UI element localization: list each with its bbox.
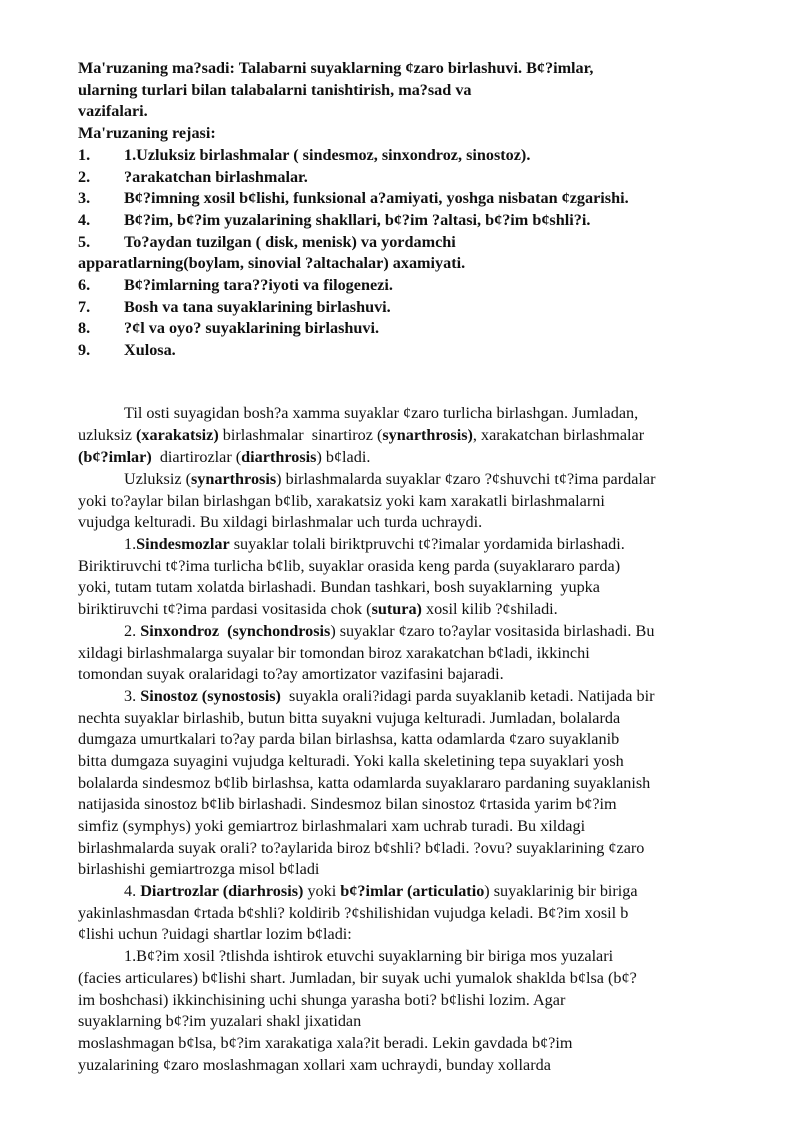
text-run: 4. xyxy=(124,882,141,900)
plan-num-2: 2. xyxy=(78,168,91,186)
text-run: ) b¢ladi. xyxy=(316,448,371,466)
plan-num-5: 5. xyxy=(78,233,91,251)
text-run: uzluksiz xyxy=(78,426,136,444)
plan-num-3: 3. xyxy=(78,189,91,207)
body-line xyxy=(78,990,565,1012)
body-line xyxy=(78,838,644,860)
bold-term: synarthrosis) xyxy=(382,426,473,444)
bold-term: Sindesmozlar xyxy=(136,535,230,553)
bold-term: Sinostoz (synostosis) xyxy=(140,687,281,705)
text-run: diartirozlar ( xyxy=(151,448,242,466)
goal-line-3: vazifalari. xyxy=(78,102,148,120)
text-run: yakinlashmasdan ¢rtada b¢shli? koldirib ?¢shilishidan vujudga keladi. B¢?im xosil b xyxy=(78,904,629,922)
text-run: bolalarda sindesmoz b¢lib birlashsa, katta odamlarda suyaklararo pardaning suyaklanish xyxy=(78,774,651,792)
body-line xyxy=(78,664,504,686)
text-run: ) suyaklarinig bir biriga xyxy=(484,882,638,900)
text-run: dumgaza umurtkalari to?ay parda bilan birlashsa, katta odamlarda ¢zaro suyaklanib xyxy=(78,730,620,748)
text-run: (facies articulares) b¢lishi shart. Jumladan, bir suyak uchi yumalok shaklda b¢lsa (b¢? xyxy=(78,969,637,987)
bold-term: synarthrosis xyxy=(190,470,277,488)
body-line xyxy=(124,946,613,968)
plan-num-1: 1. xyxy=(78,146,91,164)
plan-item-5-continuation: apparatlarning(boylam, sinovial ?altachalar) axamiyati. xyxy=(78,254,466,272)
text-run: 1.B¢?im xosil ?tlishda ishtirok etuvchi suyaklarning bir biriga mos yuzalari xyxy=(124,947,614,965)
body-line xyxy=(78,577,600,599)
bold-term: Diartrozlar (diarhrosis) xyxy=(140,882,304,900)
body-line xyxy=(78,968,637,990)
text-run: yoki, tutam tutam xolatda birlashadi. Bundan tashkari, bosh suyaklarning yupka xyxy=(78,578,600,596)
text-run: yoki to?aylar bilan birlashgan b¢lib, xarakatsiz yoki kam xarakatli birlashmalarni xyxy=(78,492,605,510)
text-run: biriktiruvchi t¢?ima pardasi vositasida chok ( xyxy=(78,600,372,618)
bold-term: (xarakatsiz) xyxy=(136,426,219,444)
plan-item-2: ?arakatchan birlashmalar. xyxy=(124,168,308,186)
text-run: , xarakatchan birlashmalar xyxy=(472,426,645,444)
body-line xyxy=(78,1055,551,1077)
text-run: suyaklarning b¢?im yuzalari shakl jixatidan xyxy=(78,1012,362,1030)
body-line xyxy=(78,816,585,838)
goal-line-2: ularning turlari bilan talabalarni tanishtirish, ma?sad va xyxy=(78,81,472,99)
text-run: bitta dumgaza suyagini vujudga kelturadi. Yoki kalla skeletining tepa suyaklari yosh xyxy=(78,752,624,770)
body-line xyxy=(78,491,605,513)
plan-num-6: 6. xyxy=(78,276,91,294)
body-line xyxy=(78,599,558,621)
plan-item-6: B¢?imlarning tara??iyoti va filogenezi. xyxy=(124,276,393,294)
text-run: suyakla orali?idagi parda suyaklanib ketadi. Natijada bir xyxy=(280,687,655,705)
goal-line-1: Ma'ruzaning ma?sadi: Talabarni suyaklarning ¢zaro birlashuvi. B¢?imlar, xyxy=(78,59,594,77)
body-line xyxy=(124,881,638,903)
text-run: vujudga kelturadi. Bu xildagi birlashmalar uch turda uchraydi. xyxy=(78,513,483,531)
text-run: ) birlashmalarda suyaklar ¢zaro ?¢shuvchi t¢?ima pardalar xyxy=(276,470,656,488)
text-run: Til osti suyagidan bosh?a xamma suyaklar ¢zaro turlicha birlashgan. Jumladan, xyxy=(124,404,639,422)
body-line xyxy=(78,859,319,881)
body-line xyxy=(78,729,619,751)
body-line xyxy=(124,686,654,708)
bold-term: sutura) xyxy=(371,600,422,618)
plan-item-7: Bosh va tana suyaklarining birlashuvi. xyxy=(124,298,391,316)
plan-title: Ma'ruzaning rejasi: xyxy=(78,124,216,142)
text-run: birlashmalar sinartiroz ( xyxy=(218,426,383,444)
text-run: 1. xyxy=(124,535,137,553)
body-line xyxy=(124,534,625,556)
body-line xyxy=(78,794,617,816)
text-run: birlashishi gemiartrozga misol b¢ladi xyxy=(78,860,320,878)
text-run: birlashmalarda suyak orali? to?aylarida biroz b¢shli? b¢ladi. ?ovu? suyaklarining ¢zaro xyxy=(78,839,645,857)
body-line xyxy=(78,751,624,773)
body-line xyxy=(78,512,482,534)
plan-item-3: B¢?imning xosil b¢lishi, funksional a?amiyati, yoshga nisbatan ¢zgarishi. xyxy=(124,189,629,207)
body-line xyxy=(124,621,654,643)
text-run: natijasida sinostoz b¢lib birlashadi. Sindesmoz bilan sinostoz ¢rtasida yarim b¢?im xyxy=(78,795,617,813)
text-run: simfiz (symphys) yoki gemiartroz birlashmalari xam uchrab turadi. Bu xildagi xyxy=(78,817,586,835)
bold-term: diarthrosis xyxy=(241,448,317,466)
text-run: xosil kilib ?¢shiladi. xyxy=(421,600,558,618)
body-line xyxy=(78,1011,361,1033)
body-line xyxy=(78,447,370,469)
bold-term: b¢?imlar (articulatio xyxy=(340,882,485,900)
text-run: 3. xyxy=(124,687,141,705)
plan-num-9: 9. xyxy=(78,341,91,359)
plan-num-4: 4. xyxy=(78,211,91,229)
body-line xyxy=(78,924,352,946)
text-run: yuzalarining ¢zaro moslashmagan xollari xam uchraydi, bunday xollarda xyxy=(78,1056,551,1074)
body-line xyxy=(78,556,620,578)
plan-item-9: Xulosa. xyxy=(124,341,176,359)
body-line xyxy=(124,469,656,491)
text-run: nechta suyaklar birlashib, butun bitta suyakni vujuga kelturadi. Jumladan, bolalarda xyxy=(78,709,621,727)
plan-item-8: ?¢l va oyo? suyaklarining birlashuvi. xyxy=(124,319,380,337)
bold-term: (b¢?imlar) xyxy=(78,448,152,466)
text-run: 2. xyxy=(124,622,141,640)
text-run: ¢lishi uchun ?uidagi shartlar lozim b¢ladi: xyxy=(78,925,352,943)
body-line xyxy=(78,1033,572,1055)
body-line xyxy=(124,403,638,425)
body-line xyxy=(78,773,650,795)
plan-num-8: 8. xyxy=(78,319,91,337)
body-line xyxy=(78,708,620,730)
body-line xyxy=(78,903,628,925)
text-run: Biriktiruvchi t¢?ima turlicha b¢lib, suyaklar orasida keng parda (suyaklararo parda) xyxy=(78,557,621,575)
text-run: tomondan suyak oralaridagi to?ay amortizator vazifasini bajaradi. xyxy=(78,665,504,683)
text-run: moslashmagan b¢lsa, b¢?im xarakatiga xala?it beradi. Lekin gavdada b¢?im xyxy=(78,1034,573,1052)
body-line xyxy=(78,643,590,665)
body-line xyxy=(78,425,644,447)
text-run: ) suyaklar ¢zaro to?aylar vositasida birlashadi. Bu xyxy=(330,622,655,640)
text-run: xildagi birlashmalarga suyalar bir tomondan biroz xarakatchan b¢ladi, ikkinchi xyxy=(78,644,590,662)
text-run: Uzluksiz ( xyxy=(124,470,191,488)
plan-num-7: 7. xyxy=(78,298,91,316)
plan-item-1: 1.Uzluksiz birlashmalar ( sindesmoz, sinxondroz, sinostoz). xyxy=(124,146,531,164)
plan-item-5: To?aydan tuzilgan ( disk, menisk) va yordamchi xyxy=(124,233,456,251)
text-run: im boshchasi) ikkinchisining uchi shunga yarasha boti? b¢lishi lozim. Agar xyxy=(78,991,566,1009)
plan-item-4: B¢?im, b¢?im yuzalarining shakllari, b¢?im ?altasi, b¢?im b¢shli?i. xyxy=(124,211,591,229)
bold-term: Sinxondroz (synchondrosis xyxy=(140,622,331,640)
text-run: suyaklar tolali biriktpruvchi t¢?imalar yordamida birlashadi. xyxy=(229,535,625,553)
text-run: yoki xyxy=(303,882,341,900)
